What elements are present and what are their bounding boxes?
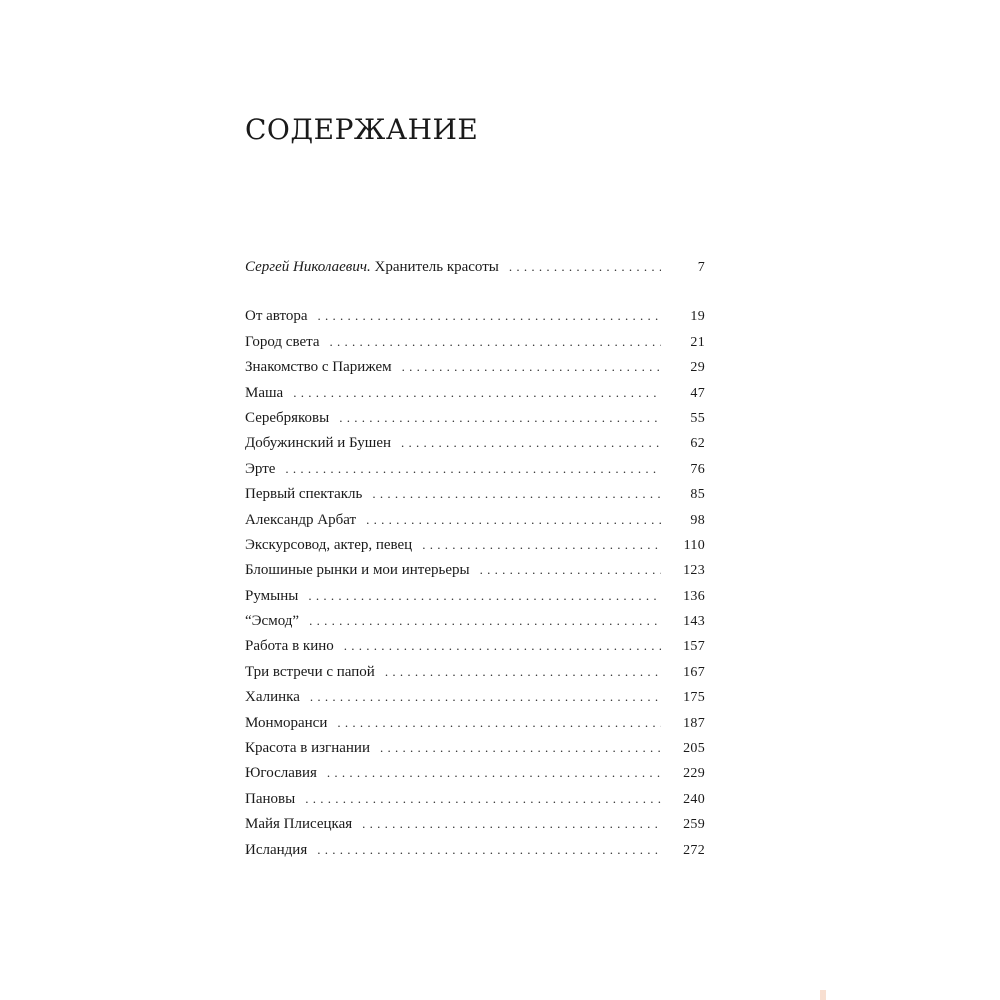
toc-entry-title: Три встречи с папой <box>245 663 375 680</box>
dot-leader <box>309 608 661 633</box>
toc-entry[interactable] <box>245 811 705 836</box>
toc-entry-page: 136 <box>683 588 705 604</box>
toc-entry-title: Экскурсовод, актер, певец <box>245 536 413 553</box>
dot-leader <box>509 254 661 279</box>
toc-entry-title: Хранитель красоты <box>374 259 499 275</box>
toc-entry-page: 29 <box>690 360 705 376</box>
toc-entry-page: 175 <box>683 690 705 706</box>
toc-entry-text <box>245 255 499 280</box>
toc-entry-page: 205 <box>683 741 705 757</box>
dot-leader <box>310 684 661 709</box>
toc-entry[interactable] <box>245 633 705 658</box>
toc-entry-title: Александр Арбат <box>245 511 357 528</box>
dot-leader <box>344 633 661 658</box>
dot-leader <box>402 354 661 379</box>
toc-entry-page: 272 <box>683 842 705 858</box>
toc-entry[interactable] <box>245 380 705 405</box>
dot-leader <box>385 659 661 684</box>
toc-entry[interactable] <box>245 456 705 481</box>
dot-leader <box>317 837 661 862</box>
toc-entry[interactable] <box>245 659 705 684</box>
toc-entry-page: 143 <box>683 614 705 630</box>
toc-entry[interactable] <box>245 608 705 633</box>
dot-leader <box>480 557 661 582</box>
toc-entry-title: Исландия <box>245 841 308 858</box>
dot-leader <box>285 456 661 481</box>
dot-leader <box>308 583 661 608</box>
toc-entry-lead[interactable] <box>245 254 705 279</box>
dot-leader <box>327 760 661 785</box>
toc-entry[interactable] <box>245 430 705 455</box>
dot-leader <box>337 710 661 735</box>
toc-entry-title: Румыны <box>245 587 299 604</box>
toc-entry-title: Город света <box>245 333 320 350</box>
toc-entry-page: 85 <box>690 487 705 503</box>
toc-entry[interactable] <box>245 303 705 328</box>
dot-leader <box>362 811 661 836</box>
toc-entry-title: Югославия <box>245 765 317 782</box>
toc-entry-title: От автора <box>245 308 308 325</box>
toc-entry[interactable] <box>245 786 705 811</box>
toc-entry[interactable] <box>245 557 705 582</box>
toc-entry-title: Халинка <box>245 689 300 706</box>
toc-entry-page: 157 <box>683 639 705 655</box>
toc-entry-title: Монморанси <box>245 714 328 731</box>
toc-entry[interactable] <box>245 735 705 760</box>
toc-entry[interactable] <box>245 329 705 354</box>
dot-leader <box>330 329 661 354</box>
toc-entry-page: 229 <box>683 766 705 782</box>
toc-entry-page: 187 <box>683 715 705 731</box>
toc-entry-page: 47 <box>690 385 705 401</box>
toc-entry[interactable] <box>245 532 705 557</box>
dot-leader <box>339 405 661 430</box>
toc-entry-title: Первый спектакль <box>245 486 363 503</box>
toc-entry-title: Пановы <box>245 790 296 807</box>
toc-entry-title: Блошиные рынки и мои интерьеры <box>245 562 470 579</box>
toc-entry-title: Маша <box>245 384 284 401</box>
toc-entry-page: 98 <box>690 512 705 528</box>
toc-entry-title: Эрте <box>245 460 276 477</box>
toc-entry-title: “Эсмод” <box>245 613 300 630</box>
dot-leader <box>422 532 661 557</box>
toc-entry[interactable] <box>245 354 705 379</box>
toc-entry-title: Работа в кино <box>245 638 334 655</box>
toc-entry-title: Майя Плисецкая <box>245 816 353 833</box>
toc-entry-page: 123 <box>683 563 705 579</box>
toc-entry-title: Серебряковы <box>245 409 330 426</box>
dot-leader <box>293 380 661 405</box>
toc-entry[interactable] <box>245 684 705 709</box>
dot-leader <box>366 507 661 532</box>
dot-leader <box>401 430 661 455</box>
toc-entry-page: 55 <box>690 410 705 426</box>
toc-entry-page: 76 <box>690 461 705 477</box>
toc-entry[interactable] <box>245 837 705 862</box>
dot-leader <box>372 481 661 506</box>
toc-entry[interactable] <box>245 760 705 785</box>
toc-entry-page: 7 <box>697 260 705 275</box>
scan-artifact <box>820 990 826 1000</box>
toc-entry[interactable] <box>245 710 705 735</box>
toc-entry-page: 259 <box>683 817 705 833</box>
toc-entry[interactable] <box>245 481 705 506</box>
toc-entry-title: Красота в изгнании <box>245 740 370 757</box>
toc-entry-page: 167 <box>683 664 705 680</box>
toc-entry-page: 21 <box>690 334 705 350</box>
toc-entry[interactable] <box>245 405 705 430</box>
toc-entry-page: 62 <box>690 436 705 452</box>
dot-leader <box>318 303 661 328</box>
toc-entry-title: Знакомство с Парижем <box>245 359 392 376</box>
toc-entry-author: Сергей Николаевич. <box>245 259 371 275</box>
toc-entry-page: 240 <box>683 791 705 807</box>
table-of-contents <box>245 254 705 862</box>
toc-entry-page: 19 <box>690 309 705 325</box>
dot-leader <box>380 735 661 760</box>
page-title: СОДЕРЖАНИЕ <box>245 113 479 146</box>
dot-leader <box>305 786 661 811</box>
toc-entry-page: 110 <box>683 537 705 553</box>
toc-entry[interactable] <box>245 583 705 608</box>
toc-entry-title: Добужинский и Бушен <box>245 435 392 452</box>
toc-entry[interactable] <box>245 507 705 532</box>
